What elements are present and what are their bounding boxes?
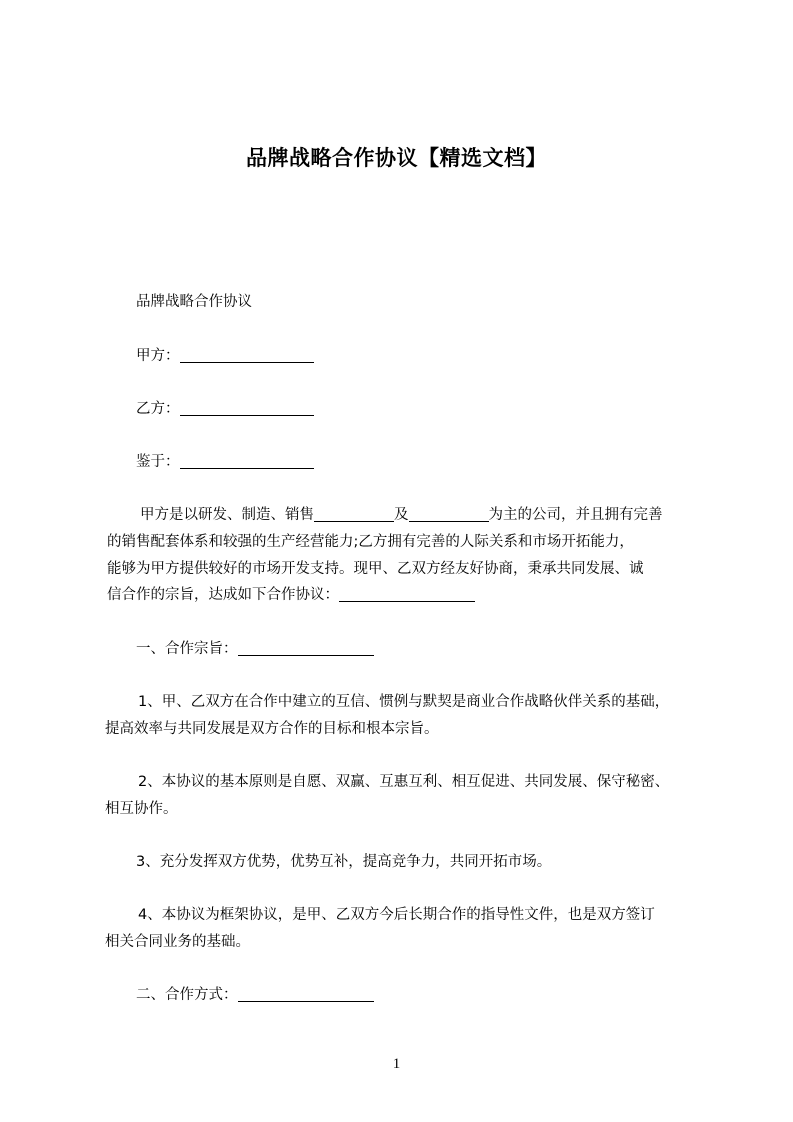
item-2-line-2: 相互协作。 <box>105 801 178 817</box>
party-a-label: 甲方： <box>136 348 180 364</box>
whereas-label: 鉴于： <box>136 454 180 470</box>
intro-line-4 <box>107 585 475 605</box>
section-2-blank <box>238 987 374 1002</box>
party-b-label: 乙方： <box>136 401 180 417</box>
whereas-blank <box>180 454 314 469</box>
intro-line-1 <box>140 505 663 525</box>
section-2-heading <box>136 985 374 1005</box>
intro-line-3: 能够为甲方提供较好的市场开发支持。现甲、乙双方经友好协商，秉承共同发展、诚 <box>107 561 644 577</box>
item-2-line-1: 2、本协议的基本原则是自愿、双赢、互惠互利、相互促进、共同发展、保守秘密、 <box>138 774 670 790</box>
intro-line-2: 的销售配套体系和较强的生产经营能力;乙方拥有完善的人际关系和市场开拓能力， <box>107 534 634 550</box>
party-b-blank <box>180 401 314 416</box>
agreement-subtitle: 品牌战略合作协议 <box>136 294 252 310</box>
item-4-line-2: 相关合同业务的基础。 <box>105 934 250 950</box>
intro-text-1c: 为主的公司，并且拥有完善 <box>488 507 663 523</box>
item-4-line-1: 4、本协议为框架协议，是甲、乙双方今后长期合作的指导性文件，也是双方签订 <box>138 907 655 923</box>
intro-blank-1 <box>314 507 394 522</box>
intro-blank-3 <box>339 587 475 602</box>
party-a-line <box>136 346 314 366</box>
intro-text-1b: 及 <box>394 507 409 523</box>
whereas-line <box>136 452 314 472</box>
intro-text-4: 信合作的宗旨，达成如下合作协议： <box>107 587 339 603</box>
section-1-heading <box>136 639 374 659</box>
section-1-blank <box>238 641 374 656</box>
intro-text-1a: 甲方是以研发、制造、销售 <box>140 507 314 523</box>
item-1-line-2: 提高效率与共同发展是双方合作的目标和根本宗旨。 <box>105 721 439 737</box>
section-1-label: 一、合作宗旨： <box>136 641 238 657</box>
item-1-line-1: 1、甲、乙双方在合作中建立的互信、惯例与默契是商业合作战略伙伴关系的基础， <box>138 694 670 710</box>
page-number: 1 <box>392 1056 401 1072</box>
party-b-line <box>136 399 314 419</box>
section-2-label: 二、合作方式： <box>136 987 238 1003</box>
party-a-blank <box>180 348 314 363</box>
intro-blank-2 <box>409 507 489 522</box>
document-title: 品牌战略合作协议【精选文档】 <box>246 146 547 170</box>
item-3-line-1: 3、充分发挥双方优势，优势互补，提高竞争力，共同开拓市场。 <box>136 854 552 870</box>
